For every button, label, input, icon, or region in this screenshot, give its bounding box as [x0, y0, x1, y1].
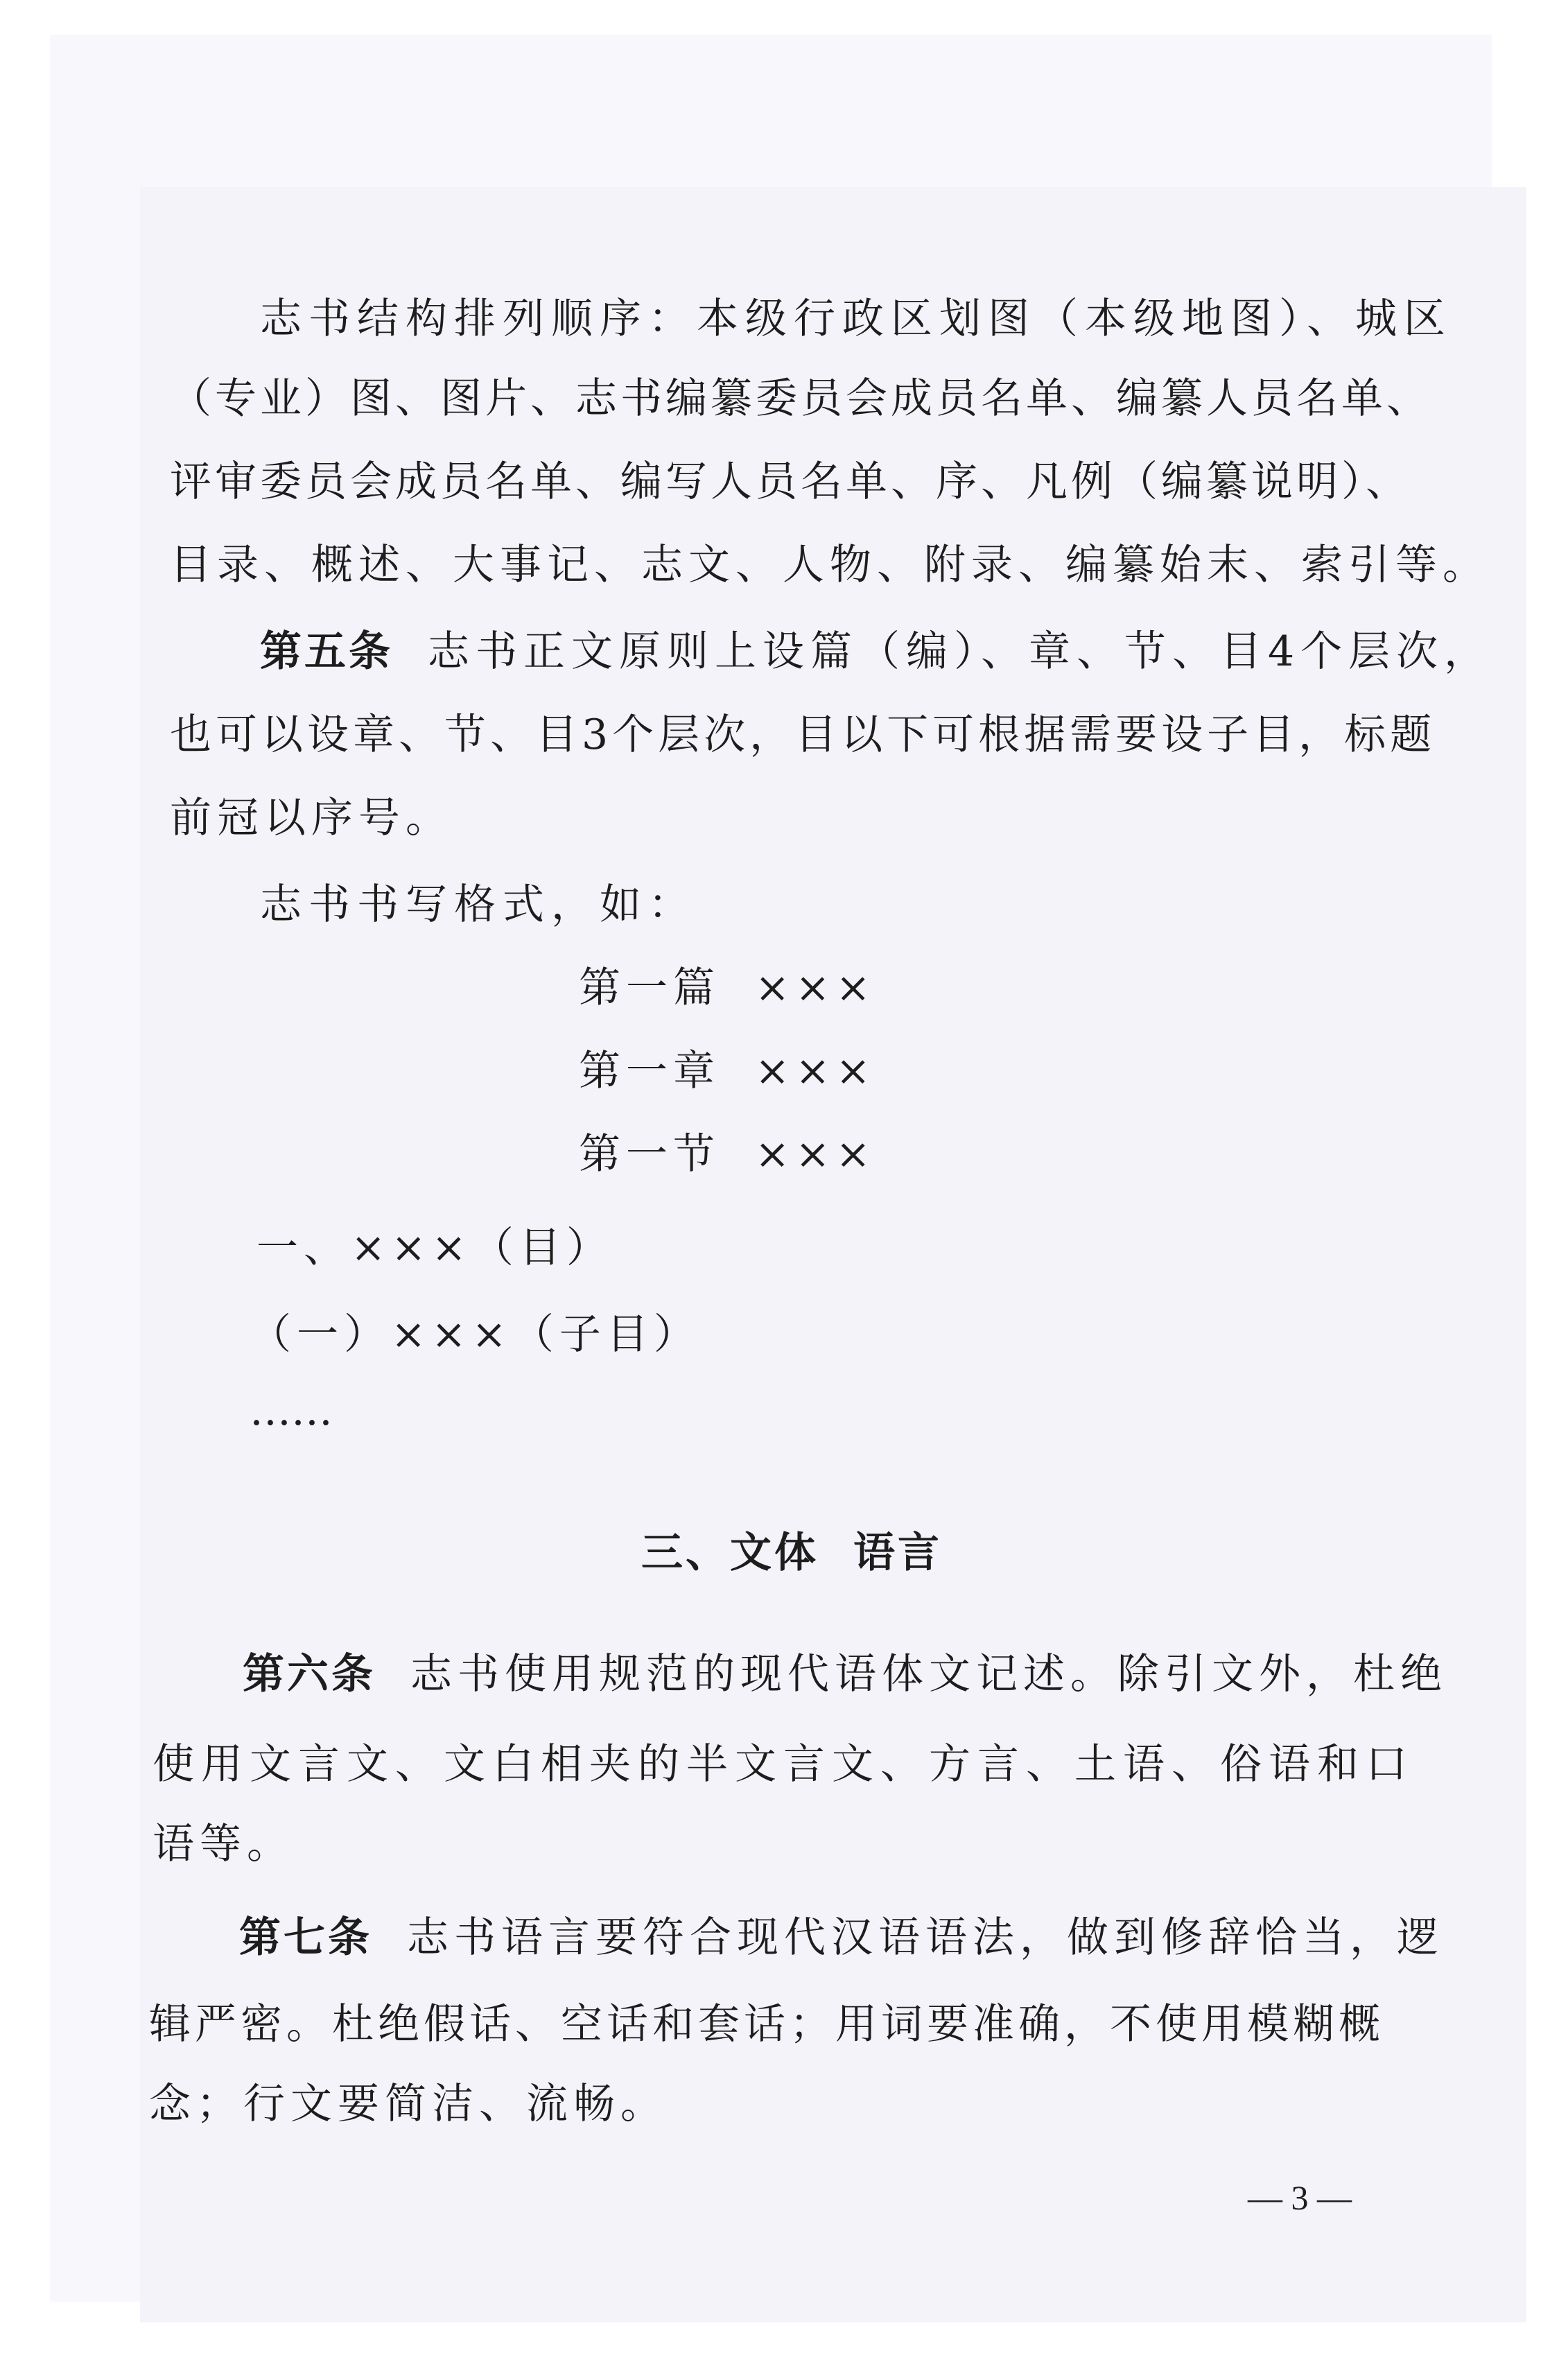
format-pian-label: 第一篇 — [579, 964, 720, 1012]
article-7-label: 第七条 — [239, 1913, 372, 1962]
article-5-line-2: 也可以设章、节、目3个层次，目以下可根据需要设子目，标题 — [170, 711, 1436, 759]
format-example-mu: 一、×××（目） — [256, 1224, 613, 1272]
section-3-heading — [641, 1525, 942, 1581]
article-6-line-3: 语等。 — [153, 1820, 294, 1868]
article-5-line-1 — [260, 624, 1492, 679]
format-zhang-label: 第一章 — [579, 1047, 720, 1095]
article-5-label: 第五条 — [260, 627, 393, 676]
article-7-line-1 — [239, 1910, 1466, 1965]
format-example-zimu: （一）×××（子目） — [250, 1310, 701, 1359]
article-6-line-1 — [243, 1646, 1463, 1702]
article-7-text-1: 志书语言要符合现代汉语语法，做到修辞恰当，逻 — [407, 1913, 1444, 1962]
section-3-title-part-2: 语言 — [853, 1529, 942, 1577]
page-number: — 3 — — [1248, 2178, 1352, 2217]
paragraph-1-line-1: 志书结构排列顺序：本级行政区划图（本级地图）、城区 — [260, 295, 1452, 343]
format-zhang-value: ××× — [755, 1047, 876, 1095]
format-example-ellipsis: …… — [250, 1387, 333, 1435]
format-jie-value: ××× — [755, 1130, 876, 1179]
paragraph-1-line-4: 目录、概述、大事记、志文、人物、附录、编纂始末、索引等。 — [170, 541, 1490, 589]
paragraph-1-line-2: （专业）图、图片、志书编纂委员会成员名单、编纂人员名单、 — [170, 374, 1431, 423]
format-example-zhang — [579, 1043, 876, 1099]
format-intro: 志书书写格式，如： — [260, 880, 697, 929]
article-6-line-2: 使用文言文、文白相夹的半文言文、方言、土语、俗语和口 — [153, 1740, 1414, 1789]
format-pian-value: ××× — [755, 964, 876, 1012]
format-jie-label: 第一节 — [579, 1130, 720, 1179]
paragraph-1-line-3: 评审委员会成员名单、编写人员名单、序、凡例（编纂说明）、 — [170, 458, 1411, 506]
format-example-jie — [579, 1127, 876, 1182]
section-3-title-part-1: 三、文体 — [641, 1529, 819, 1577]
article-7-line-2: 辑严密。杜绝假话、空话和套话；用词要准确，不使用模糊概 — [149, 2000, 1384, 2049]
article-6-label: 第六条 — [243, 1650, 376, 1698]
format-example-pian — [579, 960, 876, 1016]
article-5-line-3: 前冠以序号。 — [170, 794, 453, 842]
article-7-line-3: 念；行文要简洁、流畅。 — [149, 2080, 668, 2128]
article-6-text-1: 志书使用规范的现代语体文记述。除引文外，杜绝 — [410, 1650, 1447, 1698]
article-5-text-1: 志书正文原则上设篇（编）、章、节、目4个层次， — [428, 627, 1492, 676]
